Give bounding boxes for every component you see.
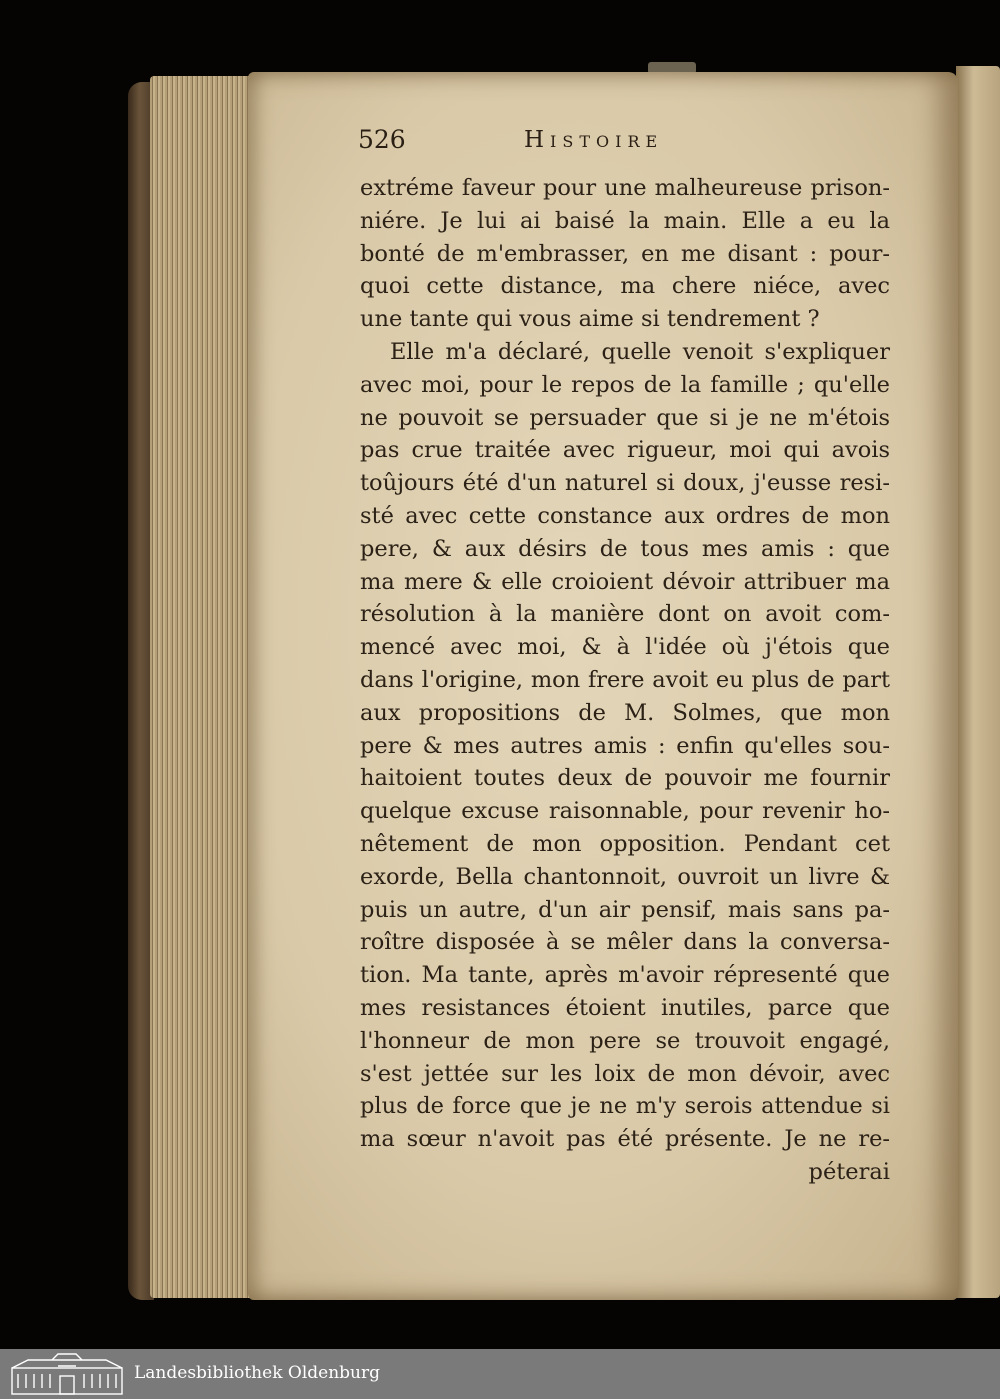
page-number: 526 — [358, 125, 406, 154]
text-line: tion. Ma tante, après m'avoir répresenté que — [360, 962, 890, 989]
running-title: Histoire — [524, 127, 664, 153]
text-line: niére. Je lui ai baisé la main. Elle a eu la — [360, 207, 890, 234]
library-building-icon — [8, 1352, 126, 1396]
text-line: pere, & aux désirs de tous mes amis : que — [360, 535, 890, 562]
text-line: pas crue traitée avec rigueur, moi qui avois — [360, 437, 890, 464]
text-line: une tante qui vous aime si tendrement ? — [360, 306, 820, 333]
page-header — [358, 125, 898, 161]
text-line: sté avec cette constance aux ordres de mon — [360, 502, 890, 529]
text-line: avec moi, pour le repos de la famille ; qu'elle — [360, 371, 890, 398]
catchword: péterai — [808, 1158, 890, 1185]
text-line: quoi cette distance, ma chere niéce, avec — [360, 273, 890, 300]
text-line: puis un autre, d'un air pensif, mais sans pa- — [360, 896, 890, 923]
text-line: bonté de m'embrasser, en me disant : pour- — [360, 240, 890, 267]
page-edges — [150, 76, 258, 1298]
text-line: résolution à la manière dont on avoit com- — [360, 601, 890, 628]
text-line: mes resistances étoient inutiles, parce que — [360, 994, 890, 1021]
body-text — [360, 172, 890, 1189]
text-line: nêtement de mon opposition. Pendant cet — [360, 830, 890, 857]
text-line: ne pouvoit se persuader que si je ne m'étois — [360, 404, 890, 431]
footer-bar — [0, 1349, 1000, 1399]
text-line: ma mere & elle croioient dévoir attribuer ma — [360, 568, 890, 595]
text-line: ma sœur n'avoit pas été présente. Je ne re- — [360, 1126, 890, 1153]
text-line: dans l'origine, mon frere avoit eu plus de part — [360, 666, 890, 693]
text-line: aux propositions de M. Solmes, que mon — [360, 699, 890, 726]
text-line: pere & mes autres amis : enfin qu'elles sou- — [360, 732, 890, 759]
text-line: exorde, Bella chantonnoit, ouvroit un livre & — [360, 863, 890, 890]
text-line: extréme faveur pour une malheureuse prison- — [360, 175, 890, 201]
text-line: quelque excuse raisonnable, pour revenir ho- — [360, 798, 890, 825]
text-line: toûjours été d'un naturel si doux, j'eusse resi- — [360, 470, 890, 497]
text-line: mencé avec moi, & à l'idée où j'étois que — [360, 634, 890, 661]
library-name: Landesbibliothek Oldenburg — [134, 1363, 381, 1383]
text-line: roître disposée à se mêler dans la conversa- — [360, 929, 890, 956]
text-line: l'honneur de mon pere se trouvoit engagé, — [360, 1027, 890, 1054]
text-line: Elle m'a déclaré, quelle venoit s'expliquer — [390, 338, 890, 365]
text-line: plus de force que je ne m'y serois attendue si — [360, 1093, 890, 1120]
text-line: haitoient toutes deux de pouvoir me fournir — [360, 765, 890, 792]
text-line: s'est jettée sur les loix de mon dévoir, avec — [360, 1060, 890, 1087]
facing-page-edge — [956, 66, 1000, 1298]
